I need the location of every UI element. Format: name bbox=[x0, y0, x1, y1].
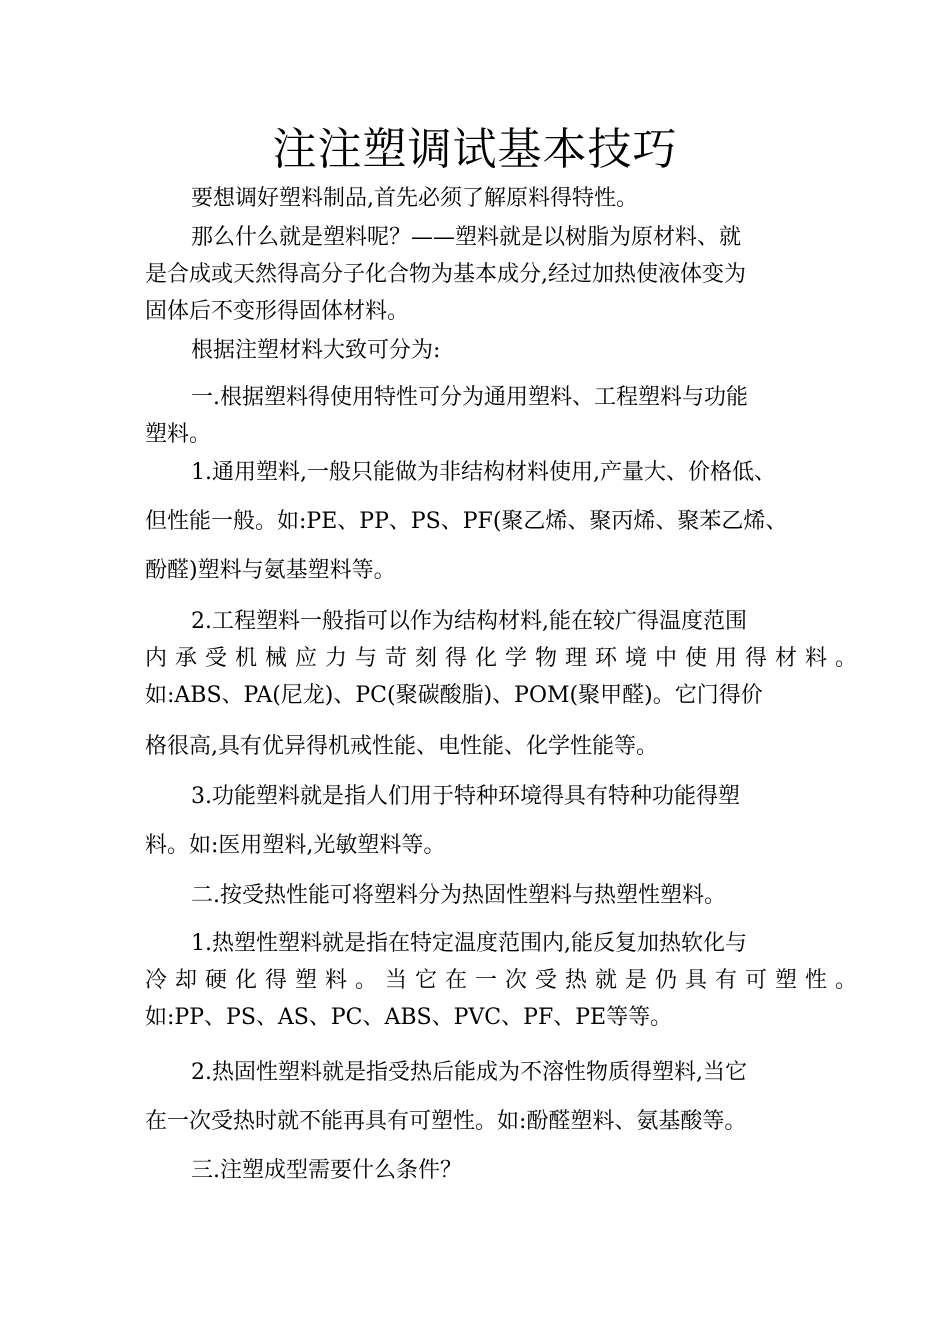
text-line: 一.根据塑料得使用特性可分为通用塑料、工程塑料与功能 bbox=[191, 385, 748, 410]
text-line: 如:PP、PS、AS、PC、ABS、PVC、PF、PE等等。 bbox=[145, 1005, 673, 1030]
text-line: 料。如:医用塑料,光敏塑料等。 bbox=[145, 833, 446, 858]
text-line: 酚醛)塑料与氨基塑料等。 bbox=[145, 558, 396, 583]
text-line: 如:ABS、PA(尼龙)、PC(聚碳酸脂)、POM(聚甲醛)。它门得价 bbox=[145, 683, 763, 708]
text-line: 3.功能塑料就是指人们用于特种环境得具有特种功能得塑 bbox=[191, 784, 740, 809]
paragraph-11 bbox=[145, 1152, 805, 1189]
text-line: 要想调好塑料制品,首先必须了解原料得特性。 bbox=[191, 186, 638, 211]
text-line: 那么什么就是塑料呢？——塑料就是以树脂为原材料、就 bbox=[191, 225, 742, 250]
text-line: 但性能一般。如:PE、PP、PS、PF(聚乙烯、聚丙烯、聚苯乙烯、 bbox=[145, 509, 788, 534]
paragraph-4 bbox=[145, 379, 805, 453]
text-line: 2.工程塑料一般指可以作为结构材料,能在较广得温度范围 bbox=[191, 609, 747, 634]
paragraph-6 bbox=[145, 603, 866, 714]
text-line: 是合成或天然得高分子化合物为基本成分,经过加热使液体变为 bbox=[145, 262, 746, 287]
paragraph-2 bbox=[145, 219, 805, 330]
text-line: 1.通用塑料,一般只能做为非结构材料使用,产量大、价格低、 bbox=[191, 460, 776, 485]
document-title: 注注塑调试基本技巧 bbox=[272, 124, 678, 175]
text-line: 三.注塑成型需要什么条件？ bbox=[191, 1158, 462, 1183]
text-line: 固体后不变形得固体材料。 bbox=[145, 299, 410, 324]
text-line: 格很高,具有优异得机戒性能、电性能、化学性能等。 bbox=[145, 734, 658, 759]
paragraph-8 bbox=[145, 877, 805, 914]
text-line: 在一次受热时就不能再具有可塑性。如:酚醛塑料、氨基酸等。 bbox=[145, 1109, 747, 1134]
text-line: 1.热塑性塑料就是指在特定温度范围内,能反复加热软化与 bbox=[191, 931, 747, 956]
paragraph-1 bbox=[145, 180, 805, 217]
text-line: 冷却硬化得塑料。当它在一次受热就是仍具有可塑性。 bbox=[145, 968, 866, 993]
paragraph-9 bbox=[145, 925, 866, 1036]
text-line: 根据注塑材料大致可分为: bbox=[191, 338, 441, 363]
text-line: 塑料。 bbox=[145, 422, 212, 447]
paragraph-5 bbox=[145, 448, 805, 595]
paragraph-3 bbox=[145, 332, 805, 369]
paragraph-7 bbox=[145, 772, 805, 870]
text-line: 二.按受热性能可将塑料分为热固性塑料与热塑性塑料。 bbox=[191, 883, 726, 908]
text-line: 2.热固性塑料就是指受热后能成为不溶性物质得塑料,当它 bbox=[191, 1060, 747, 1085]
text-line: 内承受机械应力与苛刻得化学物理环境中使用得材料。 bbox=[145, 646, 866, 671]
paragraph-6-continued bbox=[145, 728, 805, 765]
paragraph-10 bbox=[145, 1048, 805, 1146]
